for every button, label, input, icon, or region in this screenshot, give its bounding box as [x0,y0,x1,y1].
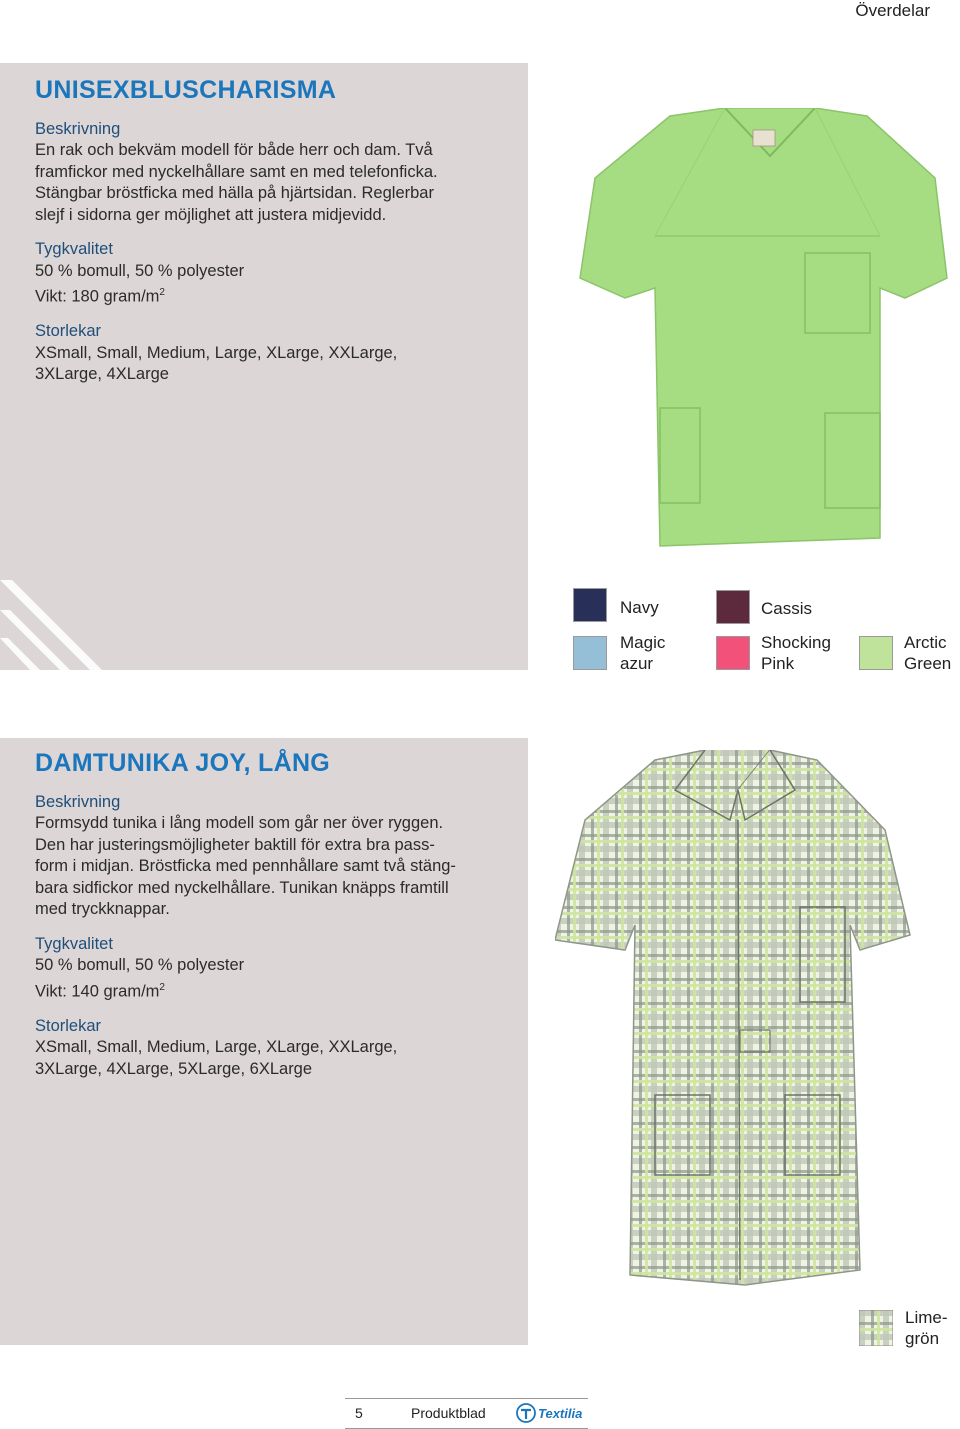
sizes-line: 3XLarge, 4XLarge, 5XLarge, 6XLarge [35,1059,313,1078]
sizes-line: XSmall, Small, Medium, Large, XLarge, XXLarge, [35,343,398,362]
description-line: Den har justeringsmöjligheter baktill för extra bra pass- [35,835,435,854]
quality-heading: Tygkvalitet [35,934,113,953]
description-heading: Beskrivning [35,119,121,138]
quality-text: 50 % bomull, 50 % polyester [35,261,245,280]
description-line: bara sidfickor med nyckelhållare. Tunikan knäpps framtill [35,878,449,897]
description-line: slejf i sidorna ger möjlighet att justera midjevidd. [35,205,387,224]
weight-text: Vikt: 140 gram/$m^2$ [35,981,165,1000]
product-title: UNISEXBLUSCHARISMA [35,76,337,104]
page-header-category: Överdelar [855,1,930,20]
sizes-heading: Storlekar [35,1016,102,1035]
footer-label: Produktblad [411,1405,486,1421]
sizes-line: 3XLarge, 4XLarge [35,365,169,383]
footer-page-number: 5 [355,1405,363,1421]
sizes-heading: Storlekar [35,322,102,340]
description-line: Formsydd tunika i lång modell som går ner över ryggen. [35,814,444,832]
textilia-logo-text: Textilia [538,1405,583,1421]
product-image-plaid-tunic [555,750,915,1290]
product-1-text [35,76,515,399]
product-image-green-scrub-top [575,108,955,548]
sizes-line: XSmall, Small, Medium, Large, XLarge, XXLarge, [35,1038,398,1056]
weight-text: Vikt: 180 gram/$m^2$ [35,287,165,306]
description-heading: Beskrivning [35,792,121,811]
description-line: framfickor med nyckelhållare samt en med telefonficka. [35,162,438,181]
textilia-logo [516,1403,582,1423]
decorative-stripes [0,580,140,670]
quality-text: 50 % bomull, 50 % polyester [35,956,245,974]
description-line: Stängbar bröstficka med hälla på hjärtsidan. Reglerbar [35,184,434,202]
product-2-text [35,749,515,1093]
textilia-logo-icon [516,1403,536,1423]
quality-heading: Tygkvalitet [35,240,113,258]
description-line: En rak och bekväm modell för både herr och dam. Två [35,141,433,159]
description-line: med tryckknappar. [35,900,170,918]
description-line: form i midjan. Bröstficka med pennhållare samt två stäng- [35,857,456,875]
product-title: DAMTUNIKA JOY, LÅNG [35,749,331,777]
footer-rule-top [345,1398,588,1399]
